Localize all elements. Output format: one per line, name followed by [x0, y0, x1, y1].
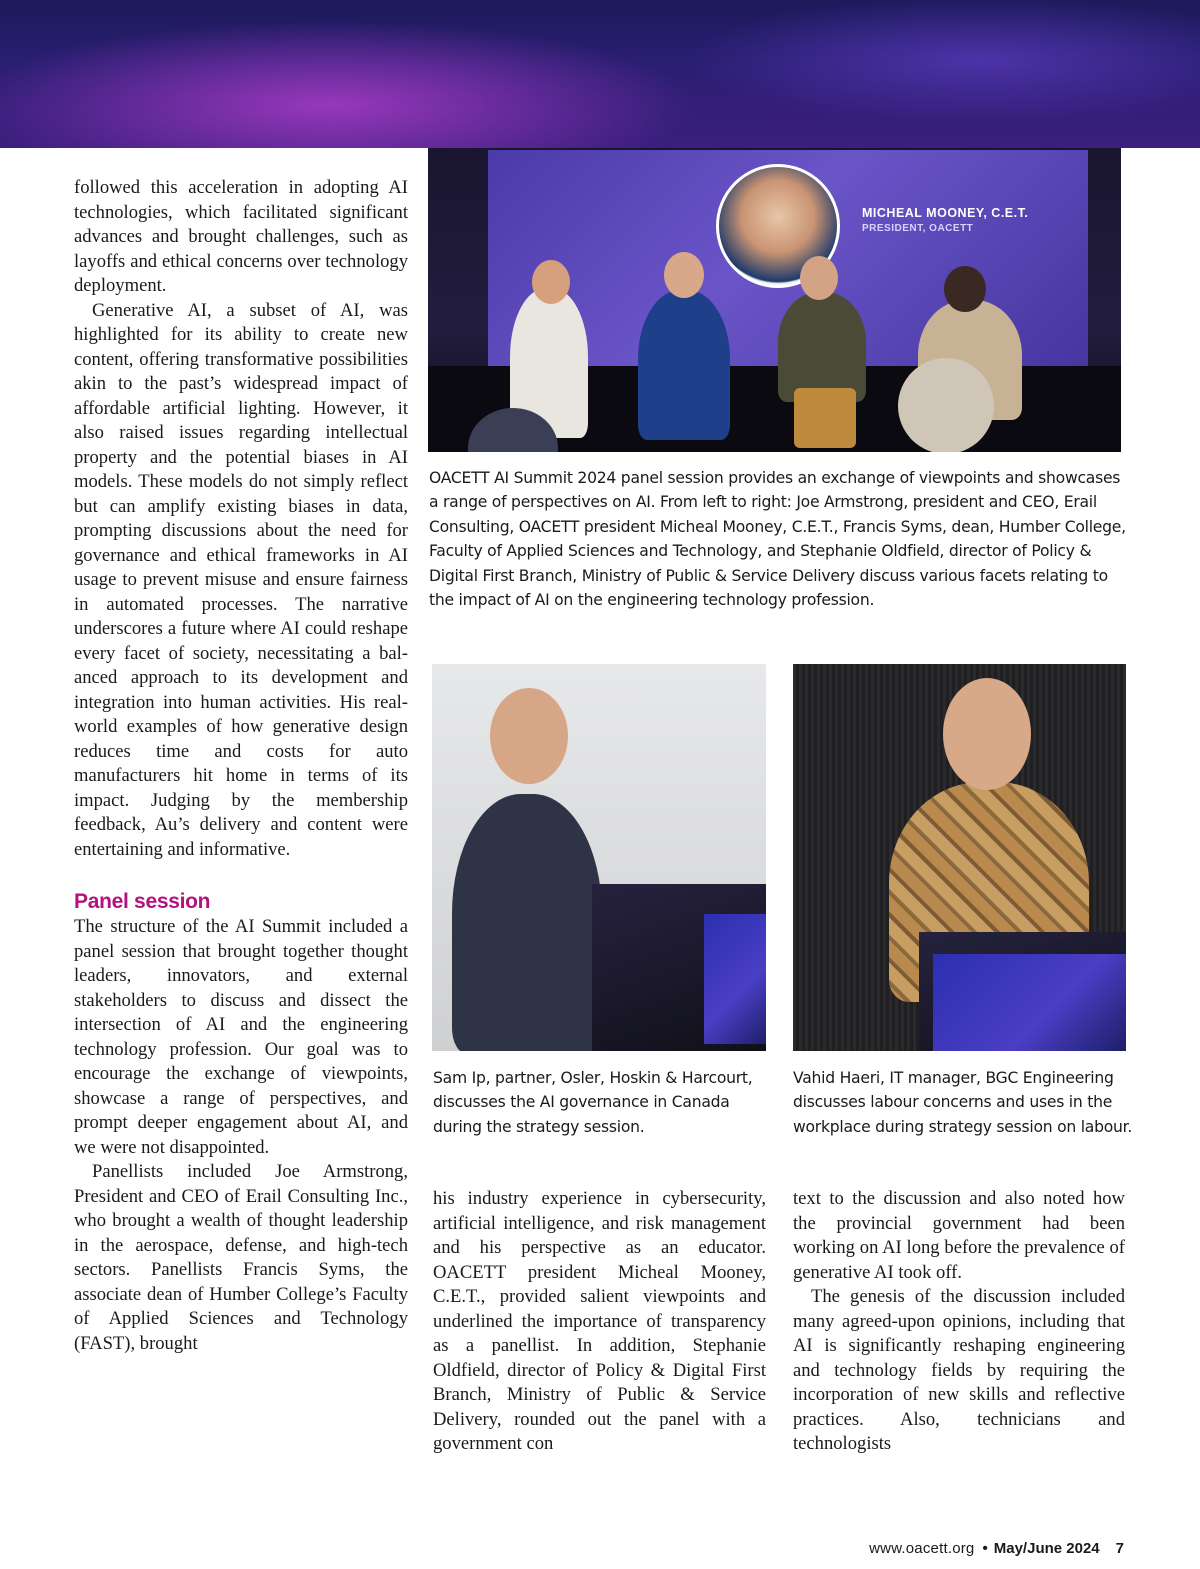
panellist-2 — [638, 290, 730, 440]
footer-issue-date: May/June 2024 — [993, 1540, 1100, 1557]
vahid-haeri-photo — [793, 664, 1126, 1051]
right-paragraph-1: text to the discussion and also noted how the provincial government had been working on AI long before the prevalence of generative AI took off. — [793, 1188, 1125, 1283]
page-footer — [869, 1540, 1124, 1557]
footer-url[interactable]: www.oacett.org — [869, 1540, 975, 1557]
vahid-haeri-head — [943, 678, 1031, 790]
left-paragraph-1: followed this acceleration in adopting AI technologies, which facilitated significant advances and brought challenges, such as layoffs and ethical concerns over technology deployment. — [74, 177, 408, 296]
right-paragraph-2: The genesis of the discussion included many agreed-upon opinions, including that AI is significantly reshaping engineering and technology fields by requiring the incorporation of new skills and reflective practices. Also, technicians and technologists — [793, 1286, 1125, 1454]
middle-paragraph-1: his industry experience in cybersecurity, artificial intelligence, and risk management and his perspective as an educator. OACETT president Micheal Mooney, C.E.T., provided salient viewpoints and underlined the importance of transparency as a panellist. In addition, Stephanie Oldfield, director of Policy & Digital First Branch, Ministry of Public & Service Delivery, rounded out the panel with a government con — [433, 1188, 766, 1454]
screen-name-label — [862, 206, 1028, 236]
podium-screen — [704, 914, 766, 1044]
page-number: 7 — [1115, 1540, 1124, 1557]
panellist-3 — [778, 292, 866, 402]
podium-screen — [933, 954, 1126, 1051]
panel-photo-caption: OACETT AI Summit 2024 panel session provides an exchange of viewpoints and showcases a range of perspectives on AI. From left to right: Joe Armstrong, president and CEO, Erail Consulting, OACETT president Micheal Mooney, C.E.T., Francis Syms, dean, Humber College, Faculty of Applied Sciences and Technology, and Stephanie Oldfield, director of Policy & Digital First Branch, Ministry of Public & Service Delivery discuss various facets relating to the impact of AI on the engineering technology profession. — [429, 469, 1126, 610]
vahid-haeri-caption: Vahid Haeri, IT manager, BGC Engineering discusses labour concerns and uses in the workplace during strategy session on labour. — [793, 1069, 1133, 1136]
sam-ip-figure — [452, 794, 602, 1051]
panellist-1-head — [532, 260, 570, 304]
sam-ip-caption: Sam Ip, partner, Osler, Hoskin & Harcourt, discusses the AI governance in Canada during the strategy session. — [433, 1069, 753, 1136]
section-heading-panel-session: Panel session — [74, 890, 211, 913]
vahid-caption-block — [793, 1066, 1133, 1139]
panellist-2-head — [664, 252, 704, 298]
panellist-3-trousers — [794, 388, 856, 448]
panellist-4-head — [944, 266, 986, 312]
panel-photo-caption-block — [429, 466, 1129, 612]
sam-caption-block — [433, 1066, 773, 1139]
middle-column — [433, 1187, 766, 1457]
footer-separator: • — [982, 1540, 988, 1557]
left-paragraph-2: Generative AI, a subset of AI, was highlighted for its ability to create new content, offering transformative possibilities akin to the past’s widespread impact of affordable artificial lighting. However, it also raised issues regarding intellectual property and the potential biases in AI models. These models do not simply reflect but can amplify existing biases in data, prompting discussions about the need for governance and ethical frameworks in AI usage to prevent misuse and ensure fairness in automated processes. The narrative underscores a future where AI could reshape every facet of society, necessitating a balanced approach to its development and integration into human activities. His real-world examples of how generative design reduces time and costs for auto manufacturers hit home in terms of its impact. Judging by the membership feedback, Au’s delivery and content were entertaining and informative. — [74, 299, 408, 860]
header-banner — [0, 0, 1200, 148]
left-paragraph-4: Panellists included Joe Armstrong, President and CEO of Erail Consulting Inc., who brought a wealth of thought leadership in the aerospace, defense, and high-tech sectors. Panellists Francis Syms, the associate dean of Humber College’s Faculty of Applied Sciences and Technology (FAST), brought — [74, 1161, 408, 1354]
panel-session-photo — [428, 148, 1121, 452]
right-column — [793, 1187, 1125, 1457]
audience-head-right — [898, 358, 994, 452]
screen-speaker-title: PRESIDENT, OACETT — [862, 223, 974, 234]
panellist-3-head — [800, 256, 838, 300]
left-column — [74, 176, 408, 1356]
sam-ip-photo — [432, 664, 766, 1051]
screen-speaker-name: MICHEAL MOONEY, C.E.T. — [862, 206, 1029, 220]
left-paragraph-3: The structure of the AI Summit included a panel session that brought together thought leaders, innovators, and external stakeholders to discuss and dissect the intersection of AI and the engineering technology profession. Our goal was to encourage the exchange of viewpoints, showcase a range of perspectives, and prompt deeper engagement about AI, and we were not disappointed. — [74, 916, 408, 1158]
sam-ip-head — [490, 688, 568, 784]
